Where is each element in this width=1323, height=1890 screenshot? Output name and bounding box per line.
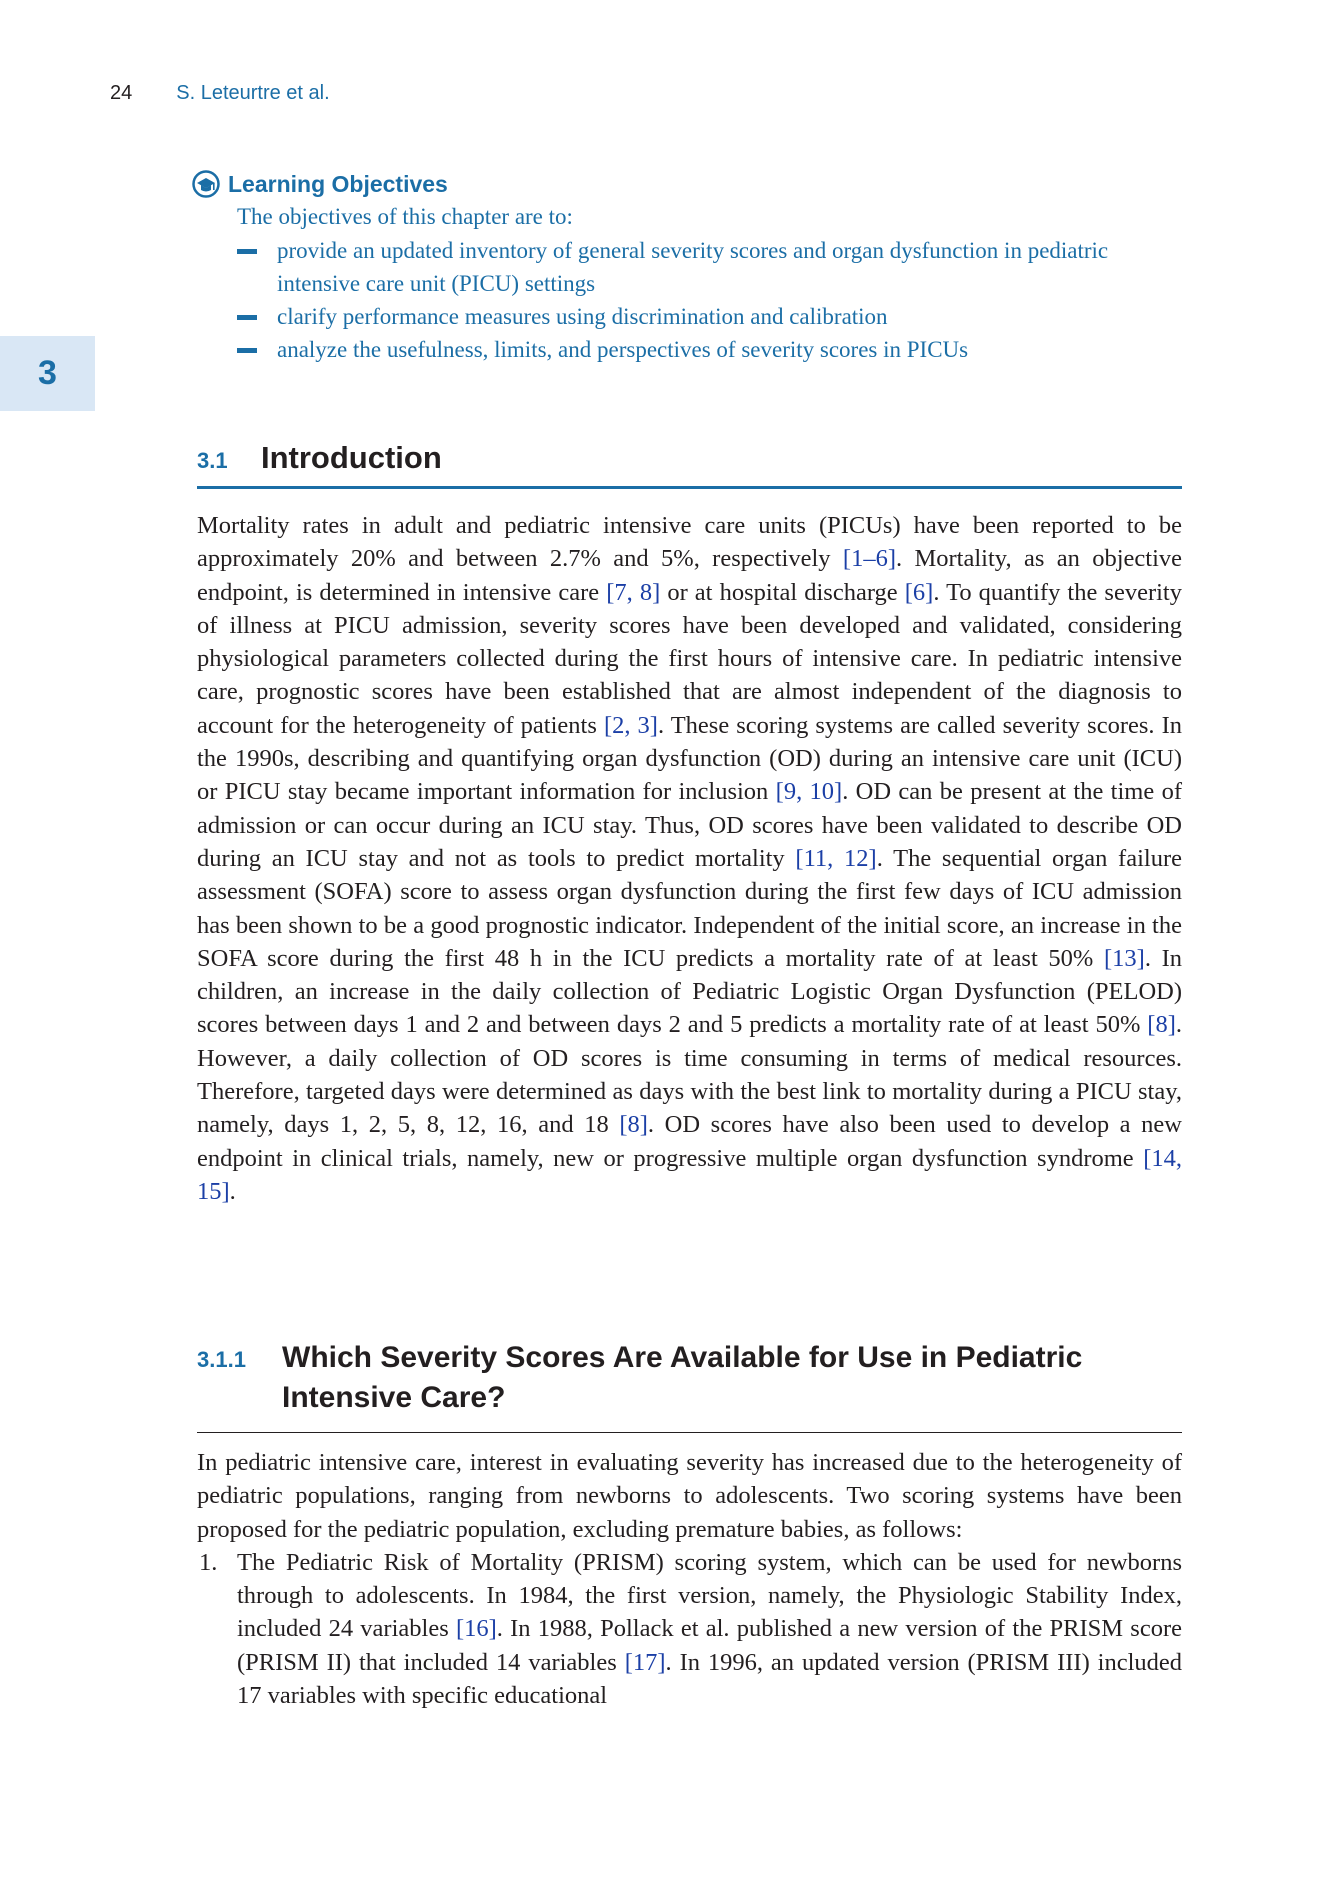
citation-link[interactable]: [8] [619,1111,648,1139]
citation-link[interactable]: [13] [1103,944,1145,972]
section-heading-introduction [197,440,1182,489]
citation-link[interactable]: [11, 12] [795,844,877,872]
learning-objectives-header [192,170,1182,198]
section-number: 3.1 [197,448,228,473]
learning-objective-item: clarify performance measures using discrimination and calibration [192,300,1182,333]
scoring-systems-list [197,1546,1182,1712]
learning-objectives-box [192,170,1182,366]
citation-link[interactable]: [14, 15] [197,1144,1182,1205]
learning-objectives-intro: The objectives of this chapter are to: [237,204,573,229]
page-number: 24 [110,82,133,104]
learning-objectives-list [192,234,1182,366]
citation-link[interactable]: [9, 10] [775,778,843,806]
running-head [110,82,330,105]
citation-link[interactable]: [16] [455,1615,497,1643]
learning-objective-item: provide an updated inventory of general severity scores and organ dysfunction in pediatric intensive care unit (PICU) settings [192,234,1182,300]
graduation-cap-icon [192,170,220,198]
learning-objectives-heading: Learning Objectives [228,170,448,197]
citation-link[interactable]: [17] [624,1648,666,1676]
list-item: 1. The Pediatric Risk of Mortality (PRISM) scoring system, which can be used for newborns through to adolescents. In 1984, the first version, namely, the Physiologic Stability Index, included 24 variables [16]. In 1988, Pollack et al. published a new version of the PRISM score (PRISM II) that included 14 variables [17]. In 1996, an updated version (PRISM III) included 17 variables with specific educational [199,1548,1183,1710]
learning-objective-item: analyze the usefulness, limits, and perspectives of severity scores in PICUs [192,333,1182,366]
severity-scores-intro: In pediatric intensive care, interest in evaluating severity has increased due to the heterogeneity of pediatric populations, ranging from newborns to adolescents. Two scoring systems have been proposed for the pediatric population, excluding premature babies, as follows: [197,1449,1182,1543]
citation-link[interactable]: [6] [904,578,934,606]
citation-link[interactable]: [7, 8] [606,578,661,606]
subsection-number: 3.1.1 [197,1347,246,1372]
introduction-paragraph: Mortality rates in adult and pediatric intensive care units (PICUs) have been reported to be approximately 20% and between 2.7% and 5%, respectively [1–6]. Mortality, as an objective endpoint, is determined in intensive care [7, 8] or at hospital discharge [6]. To quantify the severity of illness at PICU admission, severity scores have been developed and validated, considering physiological parameters collected during the first hours of intensive care. In pediatric intensive care, prognostic scores have been established that are almost independent of the diagnosis to account for the heterogeneity of patients [2, 3]. These scoring systems are called severity scores. In the 1990s, describing and quantifying organ dysfunction (OD) during an intensive care unit (ICU) or PICU stay became important information for inclusion [9, 10]. OD can be present at the time of admission or can occur during an ICU stay. Thus, OD scores have been validated to describe OD during an ICU stay and not as tools to predict mortality [11, 12]. The sequential organ failure assessment (SOFA) score to assess organ dysfunction during the first few days of ICU admission has been shown to be a good prognostic indicator. Independent of the initial score, an increase in the SOFA score during the first 48 h in the ICU predicts a mortality rate of at least 50% [13]. In children, an increase in the daily collection of Pediatric Logistic Organ Dysfunction (PELOD) scores between days 1 and 2 and between days 2 and 5 predicts a mortality rate of at least 50% [8]. However, a daily collection of OD scores is time consuming in terms of medical resources. Therefore, targeted days were determined as days with the best link to mortality during a PICU stay, namely, days 1, 2, 5, 8, 12, 16, and 18 [8]. OD scores have also been used to develop a new endpoint in clinical trials, namely, new or progressive multiple organ dysfunction syndrome [14, 15]. [197,512,1183,1205]
section-title: Introduction [261,440,442,475]
citation-link[interactable]: [2, 3] [603,711,658,739]
subsection-heading-severity-scores [197,1338,1182,1433]
running-head-authors: S. Leteurtre et al. [176,82,330,104]
severity-scores-paragraph [197,1446,1182,1712]
chapter-tab: 3 [0,336,95,411]
citation-link[interactable]: [8] [1147,1011,1176,1039]
subsection-title: Which Severity Scores Are Available for Use in Pediatric Intensive Care? [282,1341,1083,1414]
citation-link[interactable]: [1–6] [842,545,896,573]
